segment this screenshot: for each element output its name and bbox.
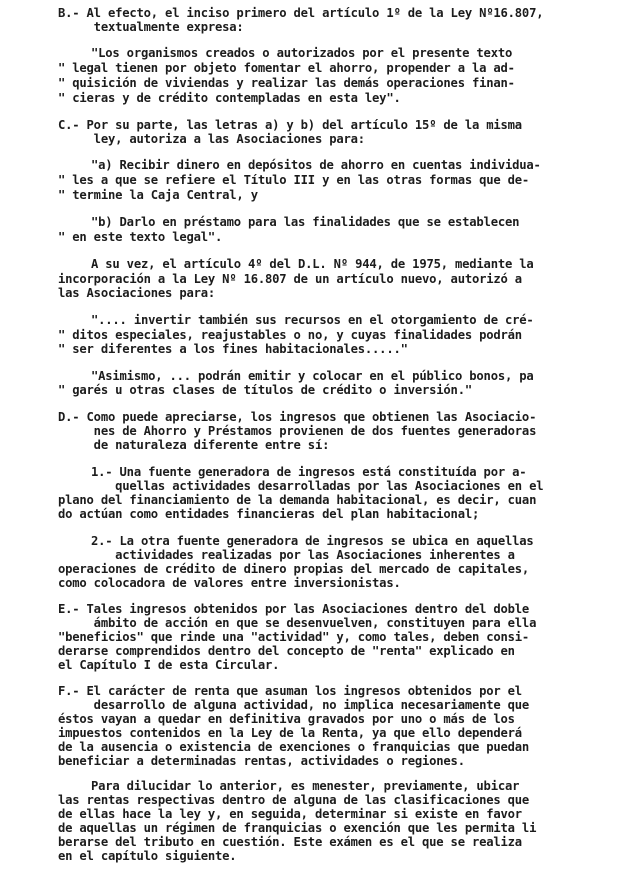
item-2-line-4: como colocadora de valores entre inversionistas. [58,576,401,590]
final-para-line-5: berarse del tributo en cuestión. Este exámen es el que se realiza [58,835,522,849]
quote-asuvez-2-line-2: " garés u otras clases de títulos de crédito o inversión." [58,383,472,397]
section-f-line-2: desarrollo de alguna actividad, no implica necesariamente que [58,698,530,712]
section-e-line-5: el Capítulo I de esta Circular. [58,658,280,672]
section-c-line-2: ley, autoriza a las Asociaciones para: [58,132,365,146]
section-b-line-2: textualmente expresa: [58,20,244,34]
section-e-line-3: "beneficios" que rinde una "actividad" y, como tales, deben consi- [58,630,530,644]
section-d-line-2: nes de Ahorro y Préstamos provienen de dos fuentes generadoras [58,424,537,438]
section-c-line-1: C.- Por su parte, las letras a) y b) del artículo 15º de la misma [58,118,522,132]
section-d-line-1: D.- Como puede apreciarse, los ingresos que obtienen las Asociacio- [58,410,537,424]
quote-b-line-3: " quisición de viviendas y realizar las demás operaciones finan- [58,76,515,90]
para-asuvez-line-2: incorporación a la Ley Nº 16.807 de un artículo nuevo, autorizó a [58,272,522,286]
section-f-line-5: de la ausencia o existencia de exenciones o franquicias que puedan [58,740,530,754]
quote-asuvez-1-line-3: " ser diferentes a los fines habitacionales....." [58,342,408,356]
quote-asuvez-1-line-2: " ditos especiales, reajustables o no, y cuyas finalidades podrán [58,328,522,342]
section-f-line-1: F.- El carácter de renta que asuman los ingresos obtenidos por el [58,684,522,698]
section-f-line-3: éstos vayan a quedar en definitiva gravados por uno o más de los [58,712,515,726]
final-para-line-2: las rentas respectivas dentro de alguna de las clasificaciones que [58,793,530,807]
quote-c-a-line-3: " termine la Caja Central, y [58,188,258,202]
item-2-line-2: actividades realizadas por las Asociaciones inherentes a [58,548,515,562]
item-2-line-3: operaciones de crédito de dinero propias del mercado de capitales, [58,562,530,576]
section-e-line-4: derarse comprendidos dentro del concepto de "renta" explicado en [58,644,515,658]
section-b-line-1: B.- Al efecto, el inciso primero del artículo 1º de la Ley Nº16.807, [58,6,544,20]
item-2-line-1: 2.- La otra fuente generadora de ingresos se ubica en aquellas [91,534,534,548]
quote-c-b-line-2: " en este texto legal". [58,230,223,244]
quote-b-line-2: " legal tienen por objeto fomentar el ahorro, propender a la ad- [58,61,515,75]
quote-b-line-1: "Los organismos creados o autorizados por el presente texto [91,46,513,60]
quote-c-b-line-1: "b) Darlo en préstamo para las finalidades que se establecen [91,215,520,229]
para-asuvez-line-1: A su vez, el artículo 4º del D.L. Nº 944, de 1975, mediante la [91,257,534,271]
section-e-line-2: ámbito de acción en que se desenvuelven, constituyen para ella [58,616,537,630]
item-1-line-1: 1.- Una fuente generadora de ingresos está constituída por a- [91,465,527,479]
final-para-line-4: de aquellas un régimen de franquicias o exención que les permita li [58,821,537,835]
quote-asuvez-2-line-1: "Asimismo, ... podrán emitir y colocar en el público bonos, pa [91,369,534,383]
quote-asuvez-1-line-1: ".... invertir también sus recursos en el otorgamiento de cré- [91,313,534,327]
section-f-line-6: beneficiar a determinadas rentas, actividades o regiones. [58,754,465,768]
final-para-line-1: Para dilucidar lo anterior, es menester, previamente, ubicar [91,779,520,793]
quote-b-line-4: " cieras y de crédito contempladas en esta ley". [58,91,401,105]
item-1-line-4: do actúan como entidades financieras del plan habitacional; [58,507,480,521]
quote-c-a-line-2: " les a que se refiere el Título III y en las otras formas que de- [58,173,530,187]
section-f-line-4: impuestos contenidos en la Ley de la Renta, ya que ello dependerá [58,726,522,740]
item-1-line-3: plano del financiamiento de la demanda habitacional, es decir, cuan [58,493,537,507]
quote-c-a-line-1: "a) Recibir dinero en depósitos de ahorro en cuentas individua- [91,158,541,172]
section-d-line-3: de naturaleza diferente entre sí: [58,438,330,452]
para-asuvez-line-3: las Asociaciones para: [58,286,216,300]
final-para-line-6: en el capítulo siguiente. [58,849,237,863]
section-e-line-1: E.- Tales ingresos obtenidos por las Asociaciones dentro del doble [58,602,530,616]
final-para-line-3: de ellas hace la ley y, en seguida, determinar si existe en favor [58,807,522,821]
item-1-line-2: quellas actividades desarrolladas por las Asociaciones en el [58,479,544,493]
